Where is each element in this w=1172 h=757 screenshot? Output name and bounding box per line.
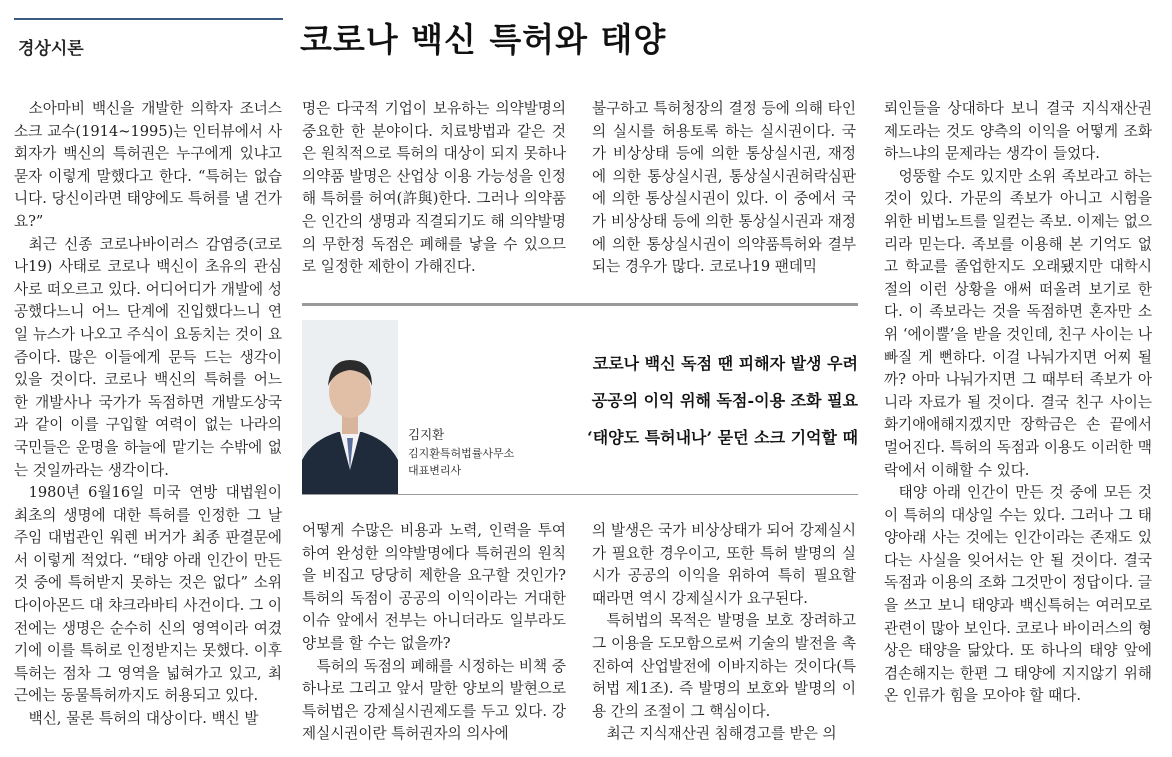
paragraph: 뢰인들을 상대하다 보니 결국 지식재산권 제도라는 것도 양측의 이익을 어떻게 조화하느냐의 문제라는 생각이 들었다. bbox=[884, 100, 1152, 163]
paragraph: 소아마비 백신을 개발한 의학자 조너스 소크 교수(1914~1995)는 인터뷰에서 사회자가 백신의 특허권은 누구에게 있냐고 묻자 이렇게 말했다고 한다. “특허는 없습니다. 당신이라면 태양에도 특허를 낼 건가요?” bbox=[14, 100, 282, 230]
pull-quote bbox=[587, 345, 858, 456]
paragraph: 최근 신종 코로나바이러스 감염증(코로나19) 사태로 코로나 백신이 초유의 관심사로 떠오르고 있다. 어디어디가 개발에 성공했다느니 어느 단계에 진입했다느니 연일 뉴스가 나오고 주식이 요동치는 것이 요즘이다. 많은 이들에게 문득 드는 생각이 있을 것이다. 코로나 백신의 특허를 어느 한 개발사나 국가가 독점하면 개발도상국과 같이 이를 구입할 여력이 없는 나라의 국민들은 운명을 하늘에 맡기는 수밖에 없는 것일까라는 생각이다. bbox=[14, 235, 282, 479]
section-label-text: 경상시론 bbox=[18, 39, 84, 59]
author-byline bbox=[408, 425, 514, 479]
paragraph: 어떻게 수많은 비용과 노력, 인력을 투여하여 완성한 의약발명에다 특허권의 원칙을 비집고 당당히 제한을 요구할 것인가? 특허의 독점이 공공의 이익이라는 거대한 이슈 앞에서 전부는 아니더라도 일부라도 양보를 할 수는 없을까? bbox=[302, 522, 566, 652]
paragraph: 엉뚱할 수도 있지만 소위 족보라고 하는 것이 있다. 가문의 족보가 아니고 시험을 위한 비법노트를 일컫는 족보. 이제는 없으리라 믿는다. 족보를 이용해 본 기억도 없고 학교를 졸업한지도 오래됐지만 대학시절의 이런 상황을 애써 떠올려 보기로 한다. 이 족보라는 것을 독점하면 혼자만 소위 ‘에이뿔’을 받을 것인데, 친구 사이는 나빠질 게 뻔하다. 이걸 나눠가지면 어찌 될까? 아마 나눠가지면 그 때부터 족보가 아니라 자료가 될 것이다. 결국 친구 사이는 화기애애해지겠지만 장학금은 손 끝에서 멀어진다. 특허의 독점과 이용도 이러한 맥락에서 이해할 수 있다. bbox=[884, 167, 1152, 479]
article-column-2-top bbox=[302, 98, 566, 282]
author-name: 김지환 bbox=[408, 427, 445, 442]
paragraph: 최근 지식재산권 침해경고를 받은 의 bbox=[606, 725, 837, 743]
paragraph: 백신, 물론 특허의 대상이다. 백신 발 bbox=[28, 710, 259, 728]
paragraph: 의 발생은 국가 비상상태가 되어 강제실시가 필요한 경우이고, 또한 특허 발명의 실시가 공공의 이익을 위하여 특히 필요할 때라면 역시 강제실시가 요구된다. bbox=[592, 522, 856, 607]
pull-quote-line: 코로나 백신 독점 땐 피해자 발생 우려 bbox=[592, 354, 858, 373]
article-column-3-top bbox=[592, 98, 856, 282]
paragraph: 특허법의 목적은 발명을 보호 장려하고 그 이용을 도모함으로써 기술의 발전을 촉진하여 산업발전에 이바지하는 것이다(특허법 제1조). 즉 발명의 보호와 발명의 이용 간의 조절이 그 핵심이다. bbox=[592, 612, 856, 720]
article-column-4 bbox=[884, 98, 1152, 750]
author-title: 대표변리사 bbox=[408, 464, 462, 477]
paragraph: 태양 아래 인간이 만든 것 중에 모든 것이 특허의 대상일 수는 있다. 그러나 그 태양아래 사는 것에는 인간이라는 존재도 있다는 사실을 잊어서는 안 될 것이다. 결국 독점과 이용의 조화 그것만이 정답이다. 글을 쓰고 보니 태양과 백신특허는 여러모로 관련이 많아 보인다. 코로나 바이러스의 형상은 태양을 닮았다. 또 하나의 태양 앞에 겸손해지는 한편 그 태양에 지지않기 위해 온 인류가 힘을 모아야 할 때다. bbox=[884, 484, 1152, 705]
author-portrait-icon bbox=[302, 320, 398, 494]
article-column-3-bottom bbox=[592, 520, 856, 750]
author-affiliation: 김지환특허법률사무소 bbox=[408, 447, 515, 460]
paragraph: 불구하고 특허청장의 결정 등에 의해 타인의 실시를 허용토록 하는 실시권이다. 국가 비상상태 등에 의한 통상실시권, 재정에 의한 통상실시권, 통상실시권허락심판에 의한 통상실시권이 있다. 이 중에서 국가 비상상태 등에 의한 통상실시권과 재정에 의한 통상실시권이 의약품특허와 결부되는 경우가 많다. 코로나19 팬데믹 bbox=[592, 100, 856, 276]
box-bottom-rule bbox=[302, 494, 858, 495]
pull-quote-line: ‘태양도 특허내나’ 묻던 소크 기억할 때 bbox=[587, 428, 858, 447]
article-column-1 bbox=[14, 98, 282, 750]
author-photo bbox=[302, 320, 398, 494]
section-label bbox=[14, 18, 283, 59]
article-column-2-bottom bbox=[302, 520, 566, 750]
headline: 코로나 백신 특허와 태양 bbox=[300, 20, 667, 59]
box-top-rule bbox=[302, 303, 858, 306]
paragraph: 특허의 독점의 폐해를 시정하는 비책 중 하나로 그리고 앞서 말한 양보의 발현으로 특허법은 강제실시권제도를 두고 있다. 강제실시권이란 특허권자의 의사에 bbox=[302, 657, 566, 743]
paragraph: 명은 다국적 기업이 보유하는 의약발명의 중요한 한 분야이다. 치료방법과 같은 것은 원칙적으로 특허의 대상이 되지 못하나 의약품 발명은 산업상 이용 가능성을 인정해 특허를 허여(許與)한다. 그러나 의약품은 인간의 생명과 직결되기도 해 의약발명의 무한정 독점은 폐해를 낳을 수 있으므로 일정한 제한이 가해진다. bbox=[302, 100, 566, 276]
paragraph: 1980년 6월16일 미국 연방 대법원이 최초의 생명에 대한 특허를 인정한 그 날 주임 대법관인 워렌 버거가 최종 판결문에서 이렇게 적었다. “태양 아래 인간이 만든 것 중에 특허받지 못하는 것은 없다” 소위 다이아몬드 대 챠크라바티 사건이다. 그 이전에는 생명은 순수히 신의 영역이라 여겼기에 이를 특허로 인정받지는 못했다. 이후 특허는 점차 그 영역을 넓혀가고 있고, 최근에는 동물특허까지도 허용되고 있다. bbox=[14, 484, 282, 705]
pull-quote-line: 공공의 이익 위해 독점-이용 조화 필요 bbox=[591, 391, 858, 410]
